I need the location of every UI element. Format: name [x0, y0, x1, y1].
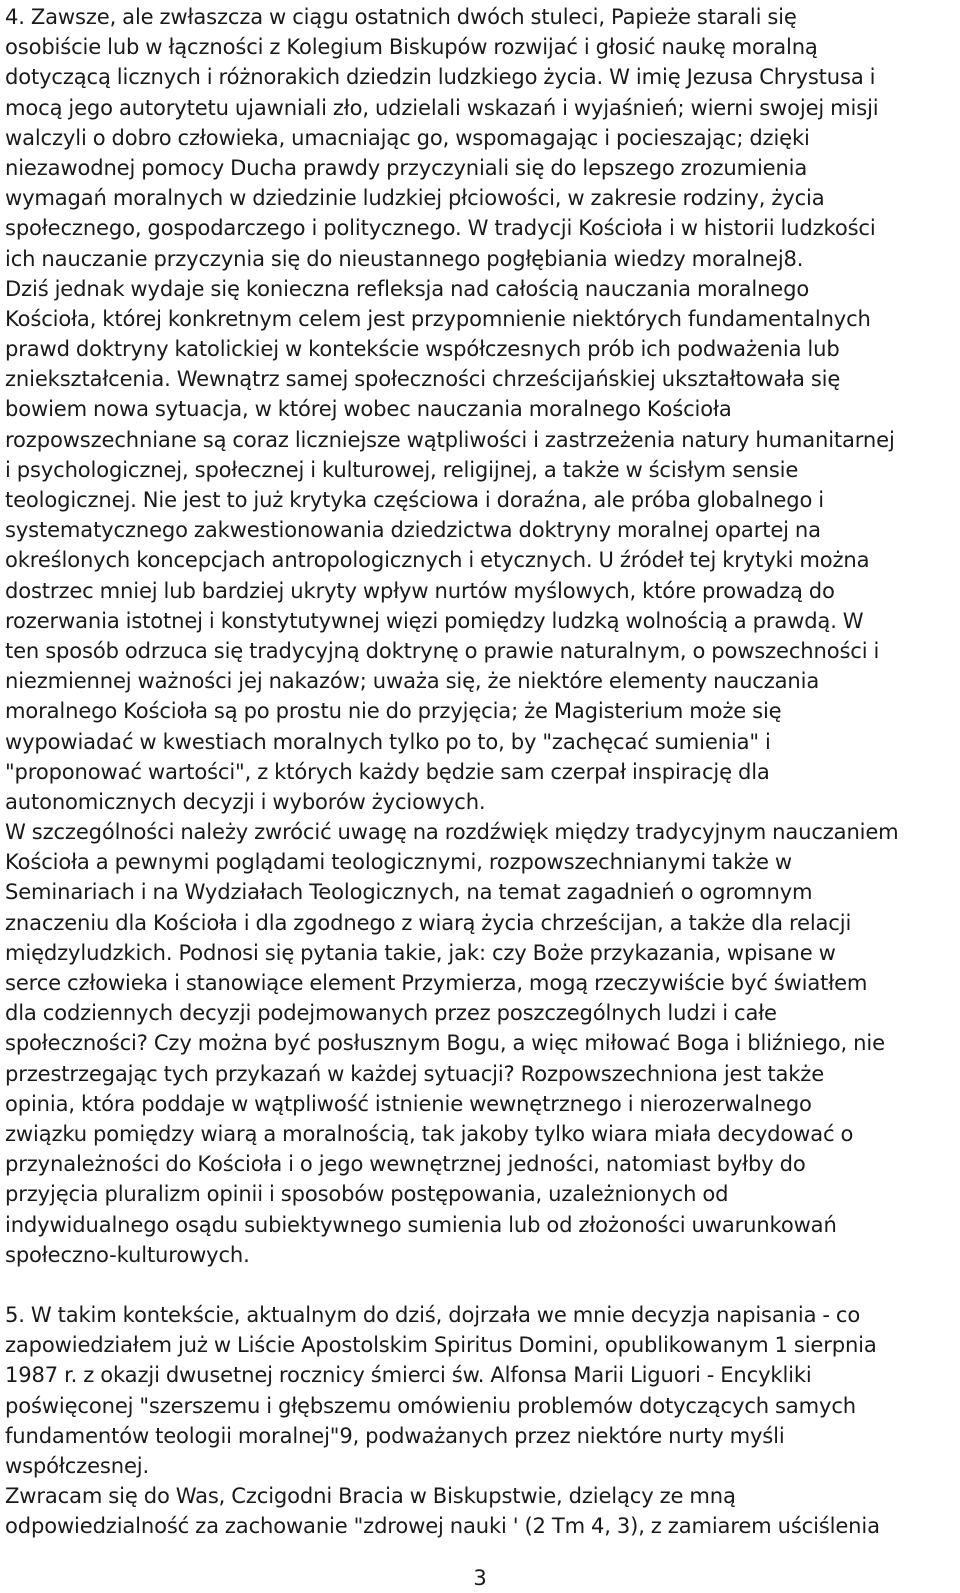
- text-line: zniekształcenia. Wewnątrz samej społeczności chrześcijańskiej ukształtowała się: [5, 366, 841, 392]
- document-body: [5, 2, 960, 1542]
- text-line: serce człowieka i stanowiące element Przymierza, mogą rzeczywiście być światłem: [5, 970, 868, 995]
- text-line: związku pomiędzy wiarą a moralnością, tak jakoby tylko wiara miała decydować o: [5, 1120, 854, 1146]
- text-line: niezawodnej pomocy Ducha prawdy przyczyniali się do lepszego zrozumienia: [5, 154, 808, 180]
- text-line: rozpowszechniane są coraz liczniejsze wątpliwości i zastrzeżenia natury humanitarnej: [5, 426, 895, 452]
- text-line: walczyli o dobro człowieka, umacniając go, wspomagając i pocieszając; dzięki: [5, 124, 810, 150]
- text-line: niezmiennej ważności jej nakazów; uważa się, że niektóre elementy nauczania: [5, 668, 820, 694]
- text-line: wymagań moralnych w dziedzinie ludzkiej płciowości, w zakresie rodziny, życia: [5, 185, 825, 211]
- text-line: systematycznego zakwestionowania dziedzictwa doktryny moralnej opartej na: [5, 517, 821, 543]
- text-line: odpowiedzialność za zachowanie "zdrowej nauki ' (2 Tm 4, 3), z zamiarem uściślenia: [5, 1513, 880, 1539]
- text-line: międzyludzkich. Podnosi się pytania takie, jak: czy Boże przykazania, wpisane w: [5, 939, 836, 965]
- text-line: moralnego Kościoła są po prostu nie do przyjęcia; że Magisterium może się: [5, 698, 782, 724]
- text-line: zapowiedziałem już w Liście Apostolskim Spiritus Domini, opublikowanym 1 sierpnia: [5, 1332, 877, 1358]
- text-line: dotyczącą licznych i różnorakich dziedzin ludzkiego życia. W imię Jezusa Chrystusa i: [5, 64, 876, 90]
- text-line: bowiem nowa sytuacja, w której wobec nauczania moralnego Kościoła: [5, 396, 732, 422]
- text-line: społeczno-kulturowych.: [5, 1241, 250, 1267]
- text-line: określonych koncepcjach antropologicznych i etycznych. U źródeł tej krytyki można: [5, 547, 870, 573]
- text-line: dla codziennych decyzji podejmowanych przez poszczególnych ludzi i całe: [5, 1000, 777, 1026]
- text-line: 5. W takim kontekście, aktualnym do dziś, dojrzała we mnie decyzja napisania - co: [5, 1302, 861, 1328]
- text-line: W szczególności należy zwrócić uwagę na rozdźwięk między tradycyjnym nauczaniem: [5, 819, 899, 845]
- text-line: Kościoła a pewnymi poglądami teologicznymi, rozpowszechnianymi także w: [5, 849, 792, 875]
- text-line: "proponować wartości", z których każdy będzie sam czerpał inspirację dla: [5, 758, 770, 784]
- text-line: i psychologicznej, społecznej i kulturowej, religijnej, a także w ścisłym sensie: [5, 456, 799, 482]
- text-line: Seminariach i na Wydziałach Teologicznych, na temat zagadnień o ogromnym: [5, 879, 813, 905]
- text-line: ich nauczanie przyczynia się do nieustannego pogłębiania wiedzy moralnej8.: [5, 245, 804, 271]
- text-line: społecznego, gospodarczego i politycznego. W tradycji Kościoła i w historii ludzkości: [5, 215, 876, 241]
- text-line: poświęconej "szerszemu i głębszemu omówieniu problemów dotyczących samych: [5, 1392, 856, 1418]
- page-number: 3: [473, 1566, 487, 1590]
- text-line: wypowiadać w kwestiach moralnych tylko po to, by "zachęcać sumienia" i: [5, 728, 771, 754]
- text-line: Kościoła, której konkretnym celem jest przypomnienie niektórych fundamentalnych: [5, 305, 871, 331]
- text-line: społeczności? Czy można być posłusznym Bogu, a więc miłować Boga i bliźniego, nie: [5, 1030, 885, 1056]
- text-line: 4. Zawsze, ale zwłaszcza w ciągu ostatnich dwóch stuleci, Papieże starali się: [5, 4, 797, 29]
- text-line: znaczeniu dla Kościoła i dla zgodnego z wiarą życia chrześcijan, a także dla relacji: [5, 909, 852, 935]
- paragraph-spacer: [5, 1270, 960, 1300]
- text-line: opinia, która poddaje w wątpliwość istnienie wewnętrznego i nierozerwalnego: [5, 1090, 812, 1116]
- text-line: Dziś jednak wydaje się konieczna refleksja nad całością nauczania moralnego: [5, 275, 810, 301]
- text-line: dostrzec mniej lub bardziej ukryty wpływ nurtów myślowych, które prowadzą do: [5, 577, 835, 603]
- text-line: 1987 r. z okazji dwusetnej rocznicy śmierci św. Alfonsa Marii Liguori - Encykliki: [5, 1362, 812, 1388]
- text-line: przynależności do Kościoła i o jego wewnętrznej jedności, natomiast byłby do: [5, 1151, 806, 1177]
- text-line: mocą jego autorytetu ujawniali zło, udzielali wskazań i wyjaśnień; wierni swojej misji: [5, 94, 879, 120]
- text-line: autonomicznych decyzji i wyborów życiowych.: [5, 788, 486, 814]
- text-line: Zwracam się do Was, Czcigodni Bracia w Biskupstwie, dzielący ze mną: [5, 1483, 736, 1509]
- text-line: teologicznej. Nie jest to już krytyka częściowa i doraźna, ale próba globalnego i: [5, 487, 825, 512]
- text-line: fundamentów teologii moralnej"9, podważanych przez niektóre nurty myśli: [5, 1422, 785, 1448]
- text-line: przyjęcia pluralizm opinii i sposobów postępowania, uzależnionych od: [5, 1181, 729, 1207]
- text-line: współczesnej.: [5, 1453, 150, 1478]
- text-line: rozerwania istotnej i konstytutywnej więzi pomiędzy ludzką wolnością a prawdą. W: [5, 607, 864, 633]
- text-line: prawd doktryny katolickiej w kontekście współczesnych prób ich podważenia lub: [5, 336, 840, 362]
- text-line: przestrzegając tych przykazań w każdej sytuacji? Rozpowszechniona jest także: [5, 1060, 825, 1086]
- text-line: ten sposób odrzuca się tradycyjną doktrynę o prawie naturalnym, o powszechności i: [5, 637, 880, 663]
- text-line: indywidualnego osądu subiektywnego sumienia lub od złożoności uwarunkowań: [5, 1211, 837, 1237]
- text-line: osobiście lub w łączności z Kolegium Biskupów rozwijać i głosić naukę moralną: [5, 34, 818, 60]
